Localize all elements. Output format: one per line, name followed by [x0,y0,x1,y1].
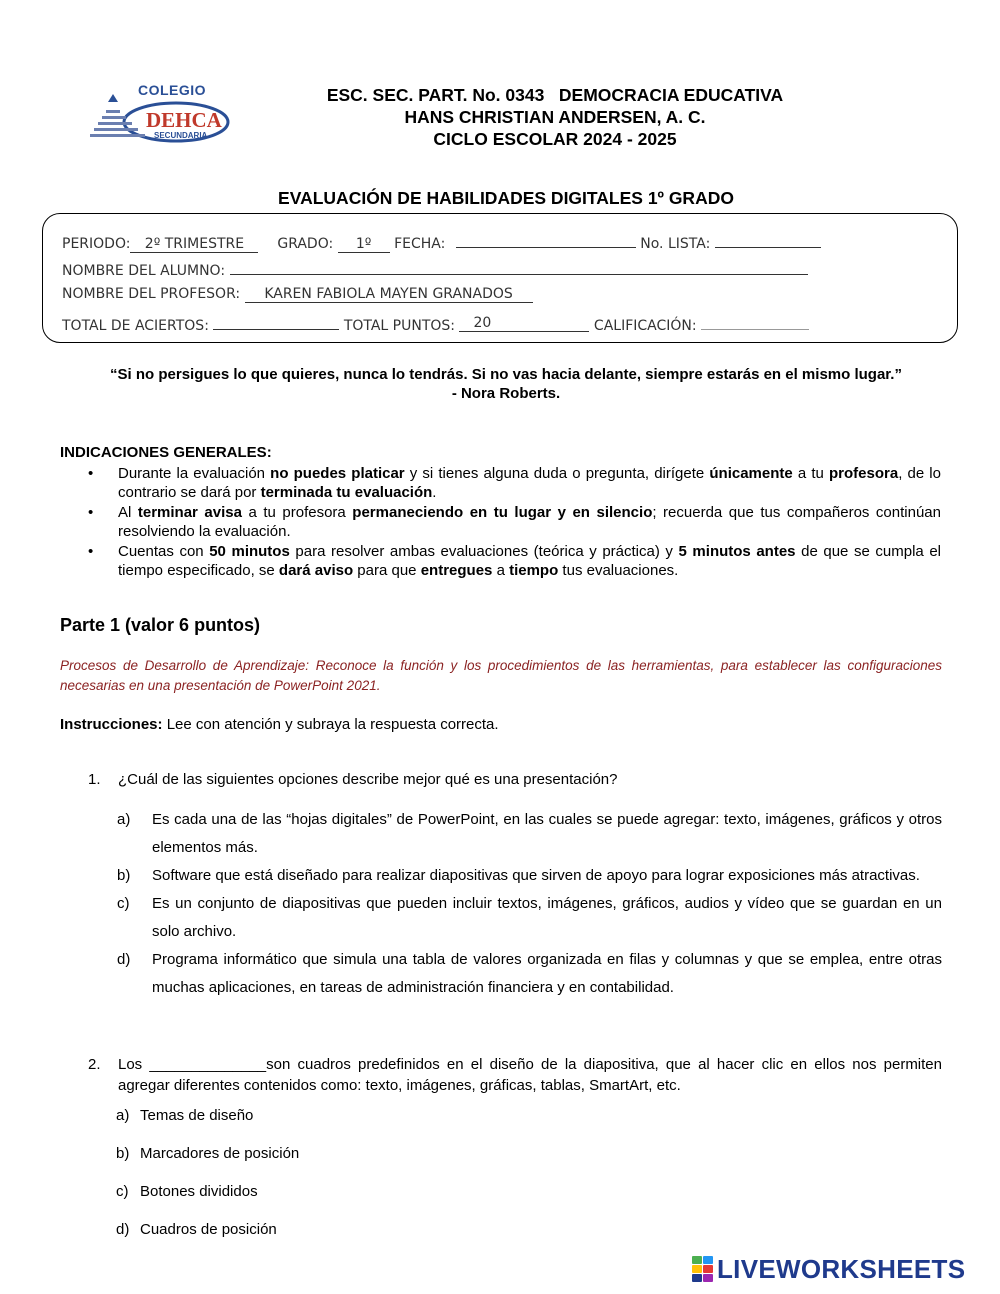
grado-label: GRADO: [277,236,334,252]
profesor-field[interactable]: KAREN FABIOLA MAYEN GRANADOS [245,286,533,303]
info-row-2 [62,258,808,279]
answer-option-d[interactable]: d) Programa informático que simula una tabla de valores organizada en filas y columnas y que se emplea, entre otras muchas aplicaciones, en tareas de administración financiera y en contabilidad. [117,951,942,996]
info-row-4 [62,313,809,335]
liveworksheets-brand[interactable] [692,1254,965,1284]
question-number: 2. [88,1056,101,1073]
evaluation-title: EVALUACIÓN DE HABILIDADES DIGITALES 1º GRADO [278,188,734,208]
instructions [60,716,499,733]
puntos-label: TOTAL PUNTOS: [343,318,456,334]
aciertos-label: TOTAL DE ACIERTOS: [62,318,209,334]
header-line-1: ESC. SEC. PART. No. 0343 DEMOCRACIA EDUCATIVA [326,85,784,105]
lista-field[interactable] [715,231,821,248]
quote-text: “Si no persigues lo que quieres, nunca lo tendrás. Si no vas hacia delante, siempre estarás en el mismo lugar.” [110,366,902,383]
header-line-3: CICLO ESCOLAR 2024 - 2025 [433,129,677,149]
logo-top-text: COLEGIO [138,82,207,98]
info-row-3 [62,286,533,303]
alumno-label: NOMBRE DEL ALUMNO: [62,263,226,279]
list-item: • Cuentas con 50 minutos para resolver ambas evaluaciones (teórica y práctica) y 5 minutos antes de que se cumpla el tiempo especificado, se dará aviso para que entregues a tiempo tus evaluaciones. [88,542,941,580]
liveworksheets-logo-icon [692,1256,714,1282]
question-2 [88,1054,942,1096]
lista-label: No. LISTA: [640,236,711,252]
motivational-quote [50,365,962,403]
aciertos-field[interactable] [213,313,339,330]
header-line-2: HANS CHRISTIAN ANDERSEN, A. C. [404,107,706,127]
info-row-1 [62,231,821,253]
list-item: • Durante la evaluación no puedes platicar y si tienes alguna duda o pregunta, dirígete únicamente a tu profesora, de lo contrario se dará por terminada tu evaluación. [88,464,941,502]
question-text: ¿Cuál de las siguientes opciones describe mejor qué es una presentación? [118,771,618,788]
school-header [200,84,910,150]
list-item: • Al terminar avisa a tu profesora permaneciendo en tu lugar y en silencio; recuerda que tus compañeros continúan resolviendo la evaluación. [88,503,941,541]
periodo-field[interactable]: 2º TRIMESTRE [130,236,258,253]
procesos-text: Procesos de Desarrollo de Aprendizaje: Reconoce la función y los procedimientos de las herramientas, para establecer las configuraciones necesarias en una presentación de PowerPoint 2021. [60,658,942,693]
fill-blank[interactable]: ______________ [149,1056,267,1073]
calificacion-label: CALIFICACIÓN: [593,318,697,334]
indicaciones-list [88,464,941,581]
answer-option-b[interactable]: b) Software que está diseñado para realizar diapositivas que sirven de apoyo para lograr exposiciones más atractivas. [117,867,920,884]
question-number: 1. [88,771,101,788]
instructions-label: Instrucciones: [60,716,163,733]
puntos-field[interactable]: 20 [459,315,589,332]
fecha-field[interactable] [456,231,636,248]
profesor-label: NOMBRE DEL PROFESOR: [62,286,241,302]
logo-sub-text: SECUNDARIA [154,131,208,140]
fecha-label: FECHA: [394,236,446,252]
quote-author: - Nora Roberts. [451,385,561,402]
question-1-options [117,806,942,1002]
alumno-field[interactable] [230,258,808,275]
question-text: Los ______________son cuadros predefinidos en el diseño de la diapositiva, que al hacer clic en ellos nos permiten agregar diferentes contenidos como: texto, imágenes, gráficas, tablas, SmartArt, etc. [118,1056,942,1094]
grado-field[interactable]: 1º [338,236,390,253]
answer-option-c[interactable]: c) Es un conjunto de diapositivas que pueden incluir textos, imágenes, gráficos, audios y vídeo que se guardan en un solo archivo. [117,895,942,940]
calificacion-field[interactable] [701,313,809,330]
logo-main-text: DEHCA [146,108,222,132]
periodo-label: PERIODO: [62,236,131,252]
answer-option-a[interactable]: a) Es cada una de las “hojas digitales” de PowerPoint, en las cuales se puede agregar: texto, imágenes, gráficos y otros elementos más. [117,811,942,856]
answer-option-c[interactable]: c) Botones divididos [116,1183,258,1200]
instructions-text: Lee con atención y subraya la respuesta correcta. [162,716,499,733]
brand-text: LIVEWORKSHEETS [717,1253,966,1284]
answer-option-d[interactable]: d) Cuadros de posición [116,1221,277,1238]
indicaciones-title: INDICACIONES GENERALES: [60,444,272,461]
question-1 [88,769,942,790]
answer-option-b[interactable]: b) Marcadores de posición [116,1145,300,1162]
answer-option-a[interactable]: a) Temas de diseño [116,1107,254,1124]
parte-1-title: Parte 1 (valor 6 puntos) [60,615,261,635]
